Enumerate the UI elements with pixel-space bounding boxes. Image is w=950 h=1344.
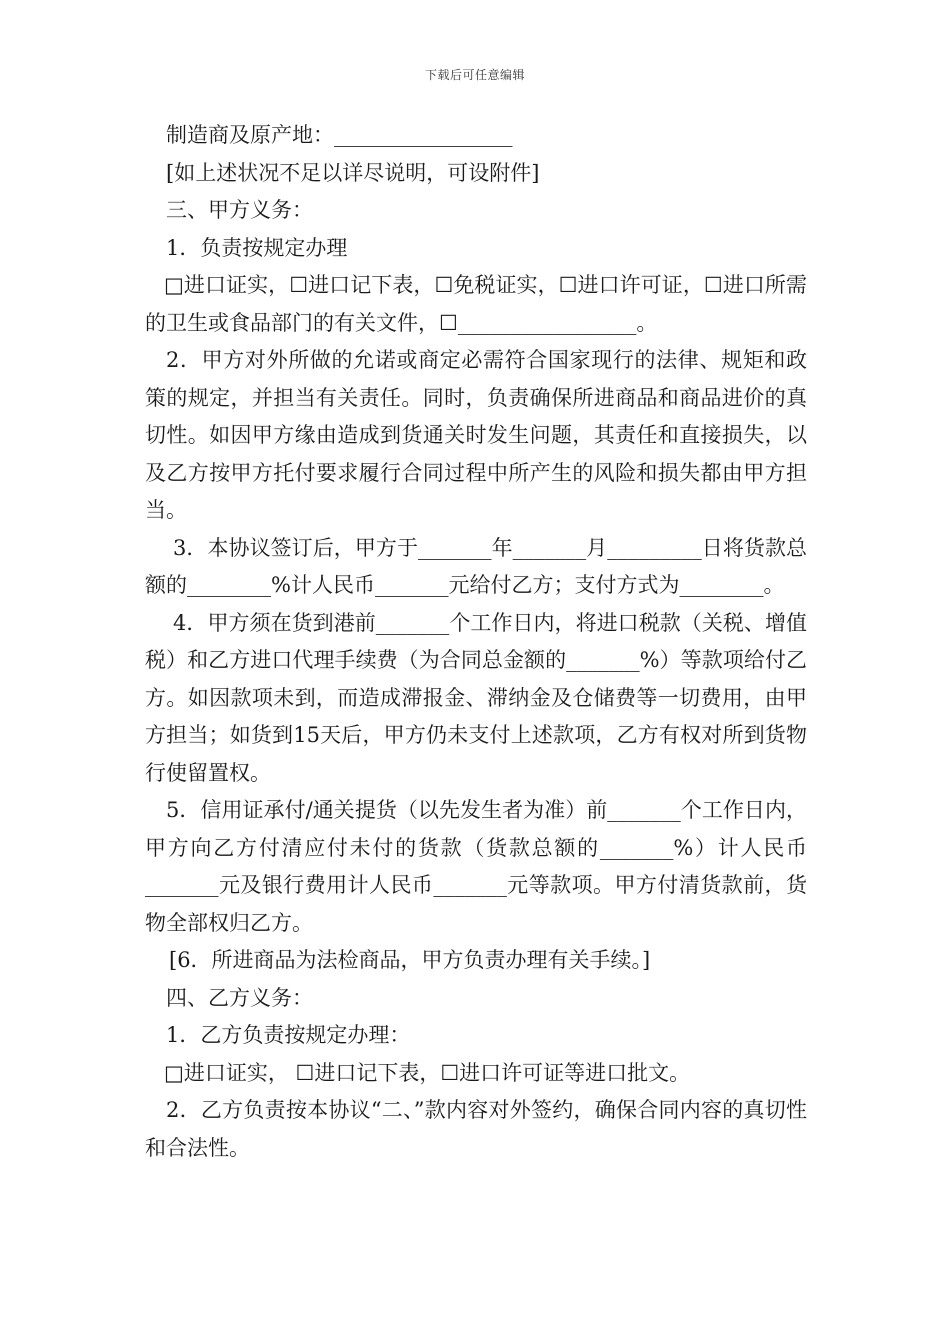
party-a-clause-1-documents: □进口证实，☐进口记下表，☐免税证实，☐进口许可证，☐进口所需的卫生或食品部门的有关文件，☐_________________。 <box>145 273 807 335</box>
party-a-clause-3: 3．本协议签订后，甲方于_______年_______月_________日将货款总额的________%计人民币_______元给付乙方；支付方式为________。 <box>145 535 807 597</box>
attachment-note: [如上述状况不足以详尽说明，可设附件] <box>166 160 540 185</box>
party-a-clause-5: 5．信用证承付/通关提货（以先发生者为准）前_______个工作日内，甲方向乙方付清应付未付的货款（货款总额的_______%）计人民币_______元及银行费用计人民币_______元等款项。甲方付清货款前，货物全部权归乙方。 <box>145 798 807 935</box>
section-heading-party-a: 三、甲方义务： <box>166 198 313 222</box>
party-b-clause-1-documents: □进口证实， ☐进口记下表，☐进口许可证等进口批文。 <box>164 1060 691 1085</box>
party-b-clause-2: 2．乙方负责按本协议“二、”款内容对外签约，确保合同内容的真切性和合法性。 <box>145 1098 807 1160</box>
manufacturer-origin-line: 制造商及原产地：_________________ <box>166 123 513 147</box>
party-a-clause-1-title: 1．负责按规定办理 <box>166 235 348 260</box>
party-a-clause-4: 4．甲方须在货到港前_______个工作日内，将进口税款（关税、增值税）和乙方进口代理手续费（为合同总金额的_______%）等款项给付乙方。如因款项未到，而造成滞报金、滞纳金及仓储费等一切费用，由甲方担当；如货到15天后，甲方仍未支付上述款项，乙方有权对所到货物行使留置权。 <box>145 610 807 785</box>
section-heading-party-b: 四、乙方义务： <box>166 985 313 1010</box>
document-body <box>145 117 807 1167</box>
page-header: 下载后可任意编辑 <box>424 68 525 82</box>
party-b-clause-1-title: 1．乙方负责按规定办理： <box>166 1023 411 1047</box>
party-a-clause-2: 2．甲方对外所做的允诺或商定必需符合国家现行的法律、规矩和政策的规定，并担当有关责任。同时，负责确保所进商品和商品进价的真切性。如因甲方缘由造成到货通关时发生问题，其责任和直接损失，以及乙方按甲方托付要求履行合同过程中所产生的风险和损失都由甲方担当。 <box>145 348 807 522</box>
party-a-clause-6: [6．所进商品为法检商品，甲方负责办理有关手续。] <box>169 948 651 972</box>
